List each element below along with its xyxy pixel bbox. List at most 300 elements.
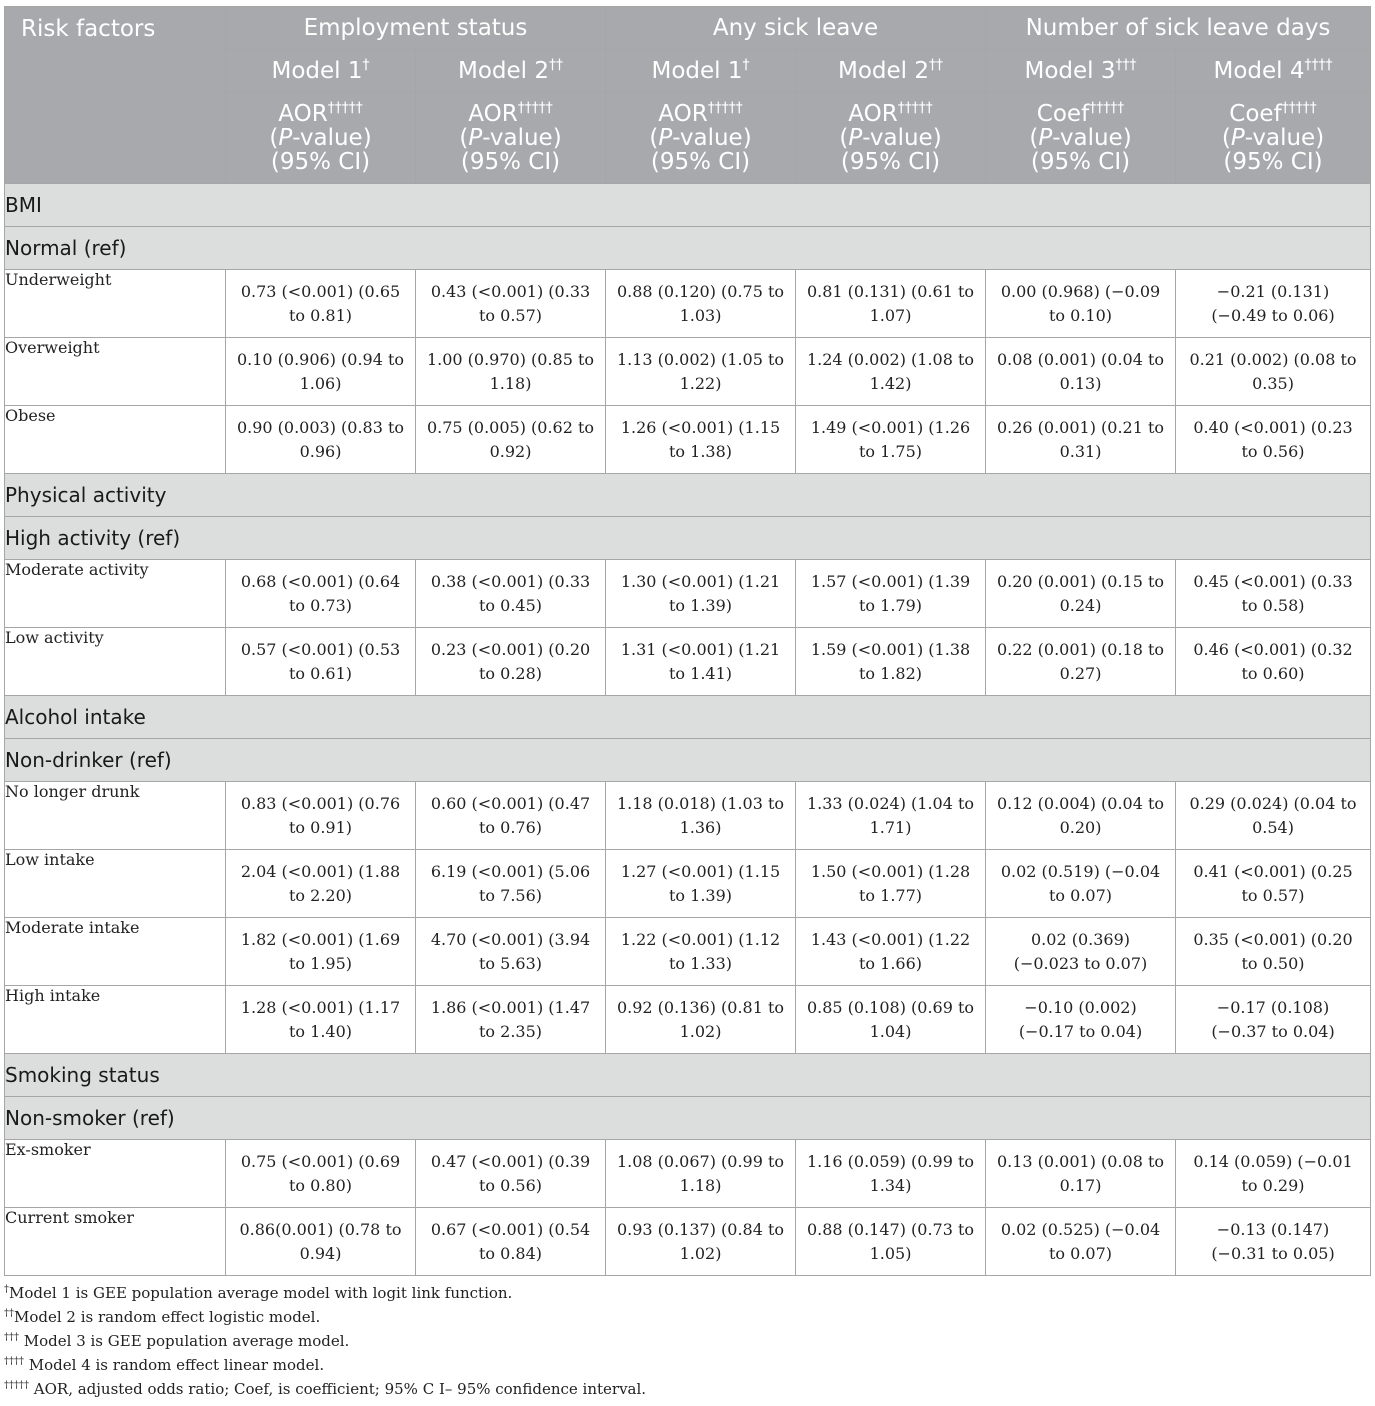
value-line: to 2.20) [288,885,352,905]
footnote-text: Model 1 is GEE population average model with logit link function. [9,1284,513,1302]
group-header-employment: Employment status [226,7,606,50]
value-cell [986,1208,1176,1276]
paren-open: ( [1029,124,1039,151]
value-cell [416,850,606,918]
reference-row [5,227,1371,270]
value-line: 0.20 (0.001) (0.15 to [996,571,1165,591]
value-cell [1176,986,1371,1054]
value-line: to 1.75) [858,441,922,461]
table-row [5,628,1371,696]
stat-measure: Coef [1229,100,1282,127]
value-cell [796,560,986,628]
value-cell [796,986,986,1054]
value-line: to 0.81) [288,305,352,325]
model-header [416,50,606,92]
value-line: 0.00 (0.968) (−0.09 [1000,281,1161,301]
value-line: 0.26 (0.001) (0.21 to [996,417,1165,437]
value-line: to 1.82) [858,663,922,683]
p-symbol: P [848,124,863,151]
value-line: 0.68 (<0.001) (0.64 [240,571,401,591]
value-line: 1.24 (0.002) (1.08 to [806,349,975,369]
value-line: to 0.61) [288,663,352,683]
value-line: to 0.73) [288,595,352,615]
dagger-mark: † [362,56,370,73]
value-cell [1176,628,1371,696]
reference-row [5,1097,1371,1140]
paren-open: ( [839,124,849,151]
row-label: No longer drunk [5,782,226,850]
value-line: 0.67 (<0.001) (0.54 [430,1219,591,1239]
value-line: (−0.17 to 0.04) [1018,1021,1143,1041]
value-line: 0.60 (<0.001) (0.47 [430,793,591,813]
value-cell [796,1140,986,1208]
value-cell [226,1208,416,1276]
value-cell [226,1140,416,1208]
value-cell [416,270,606,338]
model-header [796,50,986,92]
stat-measure-line [1176,99,1370,127]
value-line: 0.17) [1059,1175,1102,1195]
value-cell [986,986,1176,1054]
value-cell [606,1140,796,1208]
row-label: Current smoker [5,1208,226,1276]
value-line: 0.83 (<0.001) (0.76 [240,793,401,813]
value-line: 1.00 (0.970) (0.85 to [426,349,595,369]
value-line: 6.19 (<0.001) (5.06 [430,861,591,881]
group-header-sick-leave: Any sick leave [606,7,986,50]
value-line: 0.13) [1059,373,1102,393]
table-row [5,270,1371,338]
value-line: 1.33 (0.024) (1.04 to [806,793,975,813]
value-line: 1.22 (<0.001) (1.12 [620,929,781,949]
value-line: to 1.33) [668,953,732,973]
value-cell [416,986,606,1054]
row-label: Obese [5,406,226,474]
dagger-mark: †† [549,56,563,73]
row-label: Overweight [5,338,226,406]
footnote-text: AOR, adjusted odds ratio; Coef, is coefficient; 95% C I– 95% confidence interval. [29,1380,647,1398]
dagger-mark: †††† [1304,56,1333,73]
value-line: (−0.49 to 0.06) [1211,305,1335,325]
value-cell [226,270,416,338]
results-table [4,6,1371,1276]
value-cell [226,560,416,628]
value-cell [416,782,606,850]
p-symbol: P [468,124,483,151]
paren-open: ( [269,124,279,151]
value-line: (−0.023 to 0.07) [1013,953,1148,973]
value-line: −0.13 (0.147) [1216,1219,1330,1239]
row-label: Low intake [5,850,226,918]
value-cell [796,406,986,474]
value-line: 0.02 (0.525) (−0.04 [1000,1219,1161,1239]
value-line: 0.38 (<0.001) (0.33 [430,571,591,591]
value-line: 1.18) [489,373,532,393]
row-label: Ex-smoker [5,1140,226,1208]
value-cell [1176,406,1371,474]
value-cell [416,918,606,986]
value-cell [226,628,416,696]
row-label: Underweight [5,270,226,338]
reference-row [5,517,1371,560]
stat-pvalue-line [416,126,605,150]
dagger-mark: ††††† [897,99,933,116]
value-line: to 0.80) [288,1175,352,1195]
value-cell [226,782,416,850]
value-line: 1.42) [869,373,912,393]
p-symbol: P [1038,124,1053,151]
value-line: 0.29 (0.024) (0.04 to [1189,793,1357,813]
value-line: 1.03) [679,305,722,325]
value-line: to 1.66) [858,953,922,973]
value-cell [986,918,1176,986]
value-line: 1.31 (<0.001) (1.21 [620,639,781,659]
value-line: 0.92 (0.136) (0.81 to [616,997,785,1017]
value-line: 0.22 (0.001) (0.18 to [996,639,1165,659]
value-cell [606,850,796,918]
stat-ci-line: (95% CI) [1223,148,1323,175]
value-line: 0.46 (<0.001) (0.32 [1193,639,1353,659]
value-line: 0.02 (0.369) [1031,929,1130,949]
value-line: to 1.40) [288,1021,352,1041]
section-title: Physical activity [5,474,1371,517]
value-line: to 0.50) [1241,953,1305,973]
value-line: to 0.57) [1241,885,1305,905]
value-line: −0.21 (0.131) [1216,281,1330,301]
value-line: 0.88 (0.147) (0.73 to [806,1219,975,1239]
value-cell [1176,1140,1371,1208]
value-line: to 0.29) [1241,1175,1305,1195]
footnote [4,1355,1370,1379]
dagger-mark: ††††† [327,99,363,116]
section-title: Alcohol intake [5,696,1371,739]
value-line: 4.70 (<0.001) (3.94 [430,929,591,949]
value-line: 0.35 (<0.001) (0.20 [1193,929,1353,949]
value-line: to 1.39) [668,885,732,905]
dagger-mark: † [742,56,750,73]
value-line: 0.10 (0.906) (0.94 to [236,349,405,369]
value-line: 0.12 (0.004) (0.04 to [996,793,1165,813]
value-cell [226,850,416,918]
value-line: 1.07) [869,305,912,325]
footnote [4,1283,1370,1307]
pvalue-rest: -value) [672,124,752,151]
value-line: to 0.45) [478,595,542,615]
value-line: 1.26 (<0.001) (1.15 [620,417,781,437]
dagger-mark: ††††† [517,99,553,116]
value-cell [986,338,1176,406]
value-cell [796,1208,986,1276]
value-cell [1176,270,1371,338]
stat-header [796,92,986,184]
value-cell [796,850,986,918]
value-line: 0.23 (<0.001) (0.20 [430,639,591,659]
value-line: 0.41 (<0.001) (0.25 [1193,861,1353,881]
table-header [5,7,1371,184]
dagger-mark: ††††† [707,99,743,116]
value-line: 0.24) [1059,595,1102,615]
value-line: 0.88 (0.120) (0.75 to [616,281,785,301]
value-line: 0.94) [299,1243,342,1263]
table-row [5,986,1371,1054]
paren-open: ( [459,124,469,151]
section-row [5,1054,1371,1097]
table-row [5,782,1371,850]
value-line: to 0.56) [478,1175,542,1195]
value-cell [416,628,606,696]
pvalue-rest: -value) [862,124,942,151]
model-header [226,50,416,92]
value-cell [416,1140,606,1208]
value-line: to 0.91) [288,817,352,837]
value-line: 0.75 (<0.001) (0.69 [240,1151,401,1171]
value-cell [986,270,1176,338]
dagger-mark: † [4,1284,9,1295]
value-cell [1176,560,1371,628]
value-line: 1.30 (<0.001) (1.21 [620,571,781,591]
value-line: 0.31) [1059,441,1102,461]
value-line: 1.50 (<0.001) (1.28 [810,861,971,881]
value-line: to 1.39) [668,595,732,615]
section-title: BMI [5,184,1371,227]
stat-measure-line [986,99,1175,127]
value-line: 0.57 (<0.001) (0.53 [240,639,401,659]
reference-row [5,739,1371,782]
group-header-sick-days: Number of sick leave days [986,7,1371,50]
reference-label: Non-smoker (ref) [5,1097,1371,1140]
value-line: to 0.57) [478,305,542,325]
stat-pvalue-line [986,126,1175,150]
value-line: 1.27 (<0.001) (1.15 [620,861,781,881]
value-line: to 0.60) [1241,663,1305,683]
value-line: 1.71) [869,817,912,837]
value-line: 0.96) [299,441,342,461]
model-name: Model 3 [1024,57,1116,84]
value-line: 0.27) [1059,663,1102,683]
value-line: 0.47 (<0.001) (0.39 [430,1151,591,1171]
value-line: 0.92) [489,441,532,461]
value-line: 1.16 (0.059) (0.99 to [806,1151,975,1171]
value-cell [606,338,796,406]
value-cell [416,1208,606,1276]
pvalue-rest: -value) [292,124,372,151]
value-line: 0.90 (0.003) (0.83 to [236,417,405,437]
dagger-mark: †† [4,1308,14,1319]
table-body [5,184,1371,1276]
section-row [5,474,1371,517]
value-line: 1.02) [679,1243,722,1263]
value-line: 1.57 (<0.001) (1.39 [810,571,971,591]
value-line: 1.08 (0.067) (0.99 to [616,1151,785,1171]
value-cell [226,338,416,406]
risk-factors-header: Risk factors [5,7,226,184]
dagger-mark: ††††† [4,1380,29,1391]
paren-open: ( [1221,124,1231,151]
stat-ci-line: (95% CI) [270,148,371,175]
footnote [4,1331,1370,1355]
model-name: Model 1 [271,57,363,84]
value-line: 0.08 (0.001) (0.04 to [996,349,1165,369]
value-line: 1.22) [679,373,722,393]
value-line: 0.75 (0.005) (0.62 to [426,417,595,437]
value-line: 0.02 (0.519) (−0.04 [1000,861,1161,881]
value-cell [986,782,1176,850]
row-label: Moderate activity [5,560,226,628]
value-line: (−0.37 to 0.04) [1211,1021,1335,1041]
value-cell [1176,850,1371,918]
value-line: to 1.79) [858,595,922,615]
value-line: 1.36) [679,817,722,837]
value-cell [606,628,796,696]
value-line: 1.06) [299,373,342,393]
model-header [986,50,1176,92]
value-line: 0.73 (<0.001) (0.65 [240,281,401,301]
value-cell [986,560,1176,628]
value-line: 0.86(0.001) (0.78 to [239,1219,402,1239]
row-label: Moderate intake [5,918,226,986]
value-cell [1176,1208,1371,1276]
stat-measure: Coef [1036,100,1090,127]
stat-header [226,92,416,184]
table-row [5,560,1371,628]
dagger-mark: †† [929,56,943,73]
stat-measure: AOR [278,100,328,127]
value-line: 1.18) [679,1175,722,1195]
row-label: High intake [5,986,226,1054]
value-cell [796,918,986,986]
stat-pvalue-line [226,126,415,150]
value-line: 1.05) [869,1243,912,1263]
stat-ci-line: (95% CI) [650,148,751,175]
model-name: Model 2 [457,57,549,84]
stat-ci-line: (95% CI) [460,148,561,175]
stat-header [606,92,796,184]
value-line: 0.85 (0.108) (0.69 to [806,997,975,1017]
dagger-mark: ††† [4,1332,19,1343]
footnote [4,1379,1370,1403]
pvalue-rest: -value) [1052,124,1132,151]
value-line: 0.43 (<0.001) (0.33 [430,281,591,301]
value-line: to 0.10) [1048,305,1112,325]
value-line: to 2.35) [478,1021,542,1041]
pvalue-rest: -value) [482,124,562,151]
footnotes [4,1283,1370,1403]
value-line: 1.59 (<0.001) (1.38 [810,639,971,659]
dagger-mark: ††††† [1281,99,1317,116]
value-cell [226,986,416,1054]
stat-measure: AOR [658,100,708,127]
stat-pvalue-line [1176,126,1370,150]
stat-measure-line [606,99,795,127]
pvalue-rest: -value) [1244,124,1325,151]
value-line: to 5.63) [478,953,542,973]
value-line: to 0.07) [1048,885,1112,905]
stat-header [986,92,1176,184]
footnote-text: Model 4 is random effect linear model. [24,1356,325,1374]
value-line: to 0.58) [1241,595,1305,615]
stat-measure: AOR [848,100,898,127]
table-row [5,338,1371,406]
stat-measure-line [226,99,415,127]
value-line: 0.45 (<0.001) (0.33 [1193,571,1353,591]
value-line: to 1.95) [288,953,352,973]
stat-header [1176,92,1371,184]
value-cell [986,628,1176,696]
value-line: 0.54) [1252,817,1294,837]
stat-ci-line: (95% CI) [840,148,941,175]
row-label: Low activity [5,628,226,696]
stat-ci-line: (95% CI) [1030,148,1131,175]
table-row [5,1208,1371,1276]
model-name: Model 2 [837,57,929,84]
reference-label: High activity (ref) [5,517,1371,560]
stat-measure-line [796,99,985,127]
model-name: Model 4 [1213,57,1305,84]
stat-header [416,92,606,184]
value-cell [606,918,796,986]
value-line: −0.17 (0.108) [1216,997,1330,1017]
section-row [5,184,1371,227]
value-cell [606,406,796,474]
value-line: 0.14 (0.059) (−0.01 [1193,1151,1353,1171]
stat-measure: AOR [468,100,518,127]
value-cell [986,1140,1176,1208]
footnote [4,1307,1370,1331]
value-line: 0.20) [1059,817,1102,837]
model-header [1176,50,1371,92]
value-line: 0.40 (<0.001) (0.23 [1193,417,1353,437]
value-cell [1176,782,1371,850]
value-cell [416,406,606,474]
value-line: 1.82 (<0.001) (1.69 [240,929,401,949]
value-line: 1.34) [869,1175,912,1195]
value-cell [986,406,1176,474]
value-cell [606,560,796,628]
value-line: to 0.76) [478,817,542,837]
value-line: to 0.07) [1048,1243,1112,1263]
footnote-text: Model 3 is GEE population average model. [19,1332,350,1350]
paren-open: ( [649,124,659,151]
value-line: 1.04) [869,1021,912,1041]
dagger-mark: ††††† [1089,99,1125,116]
value-cell [416,338,606,406]
stat-pvalue-line [606,126,795,150]
value-cell [606,782,796,850]
stat-measure-line [416,99,605,127]
footnote-text: Model 2 is random effect logistic model. [14,1308,321,1326]
dagger-mark: †††† [4,1356,24,1367]
value-line: to 1.77) [858,885,922,905]
value-line: 1.49 (<0.001) (1.26 [810,417,971,437]
value-line: 1.02) [679,1021,722,1041]
table-row [5,1140,1371,1208]
value-cell [416,560,606,628]
value-line: 0.81 (0.131) (0.61 to [806,281,975,301]
value-line: 1.13 (0.002) (1.05 to [616,349,785,369]
section-title: Smoking status [5,1054,1371,1097]
reference-label: Normal (ref) [5,227,1371,270]
value-line: to 0.84) [478,1243,542,1263]
p-symbol: P [278,124,293,151]
value-line: 0.13 (0.001) (0.08 to [996,1151,1165,1171]
value-line: to 1.41) [668,663,732,683]
value-line: 1.28 (<0.001) (1.17 [240,997,401,1017]
table-row [5,918,1371,986]
table-row [5,850,1371,918]
value-line: 0.21 (0.002) (0.08 to [1189,349,1357,369]
value-cell [1176,338,1371,406]
value-line: 1.43 (<0.001) (1.22 [810,929,971,949]
